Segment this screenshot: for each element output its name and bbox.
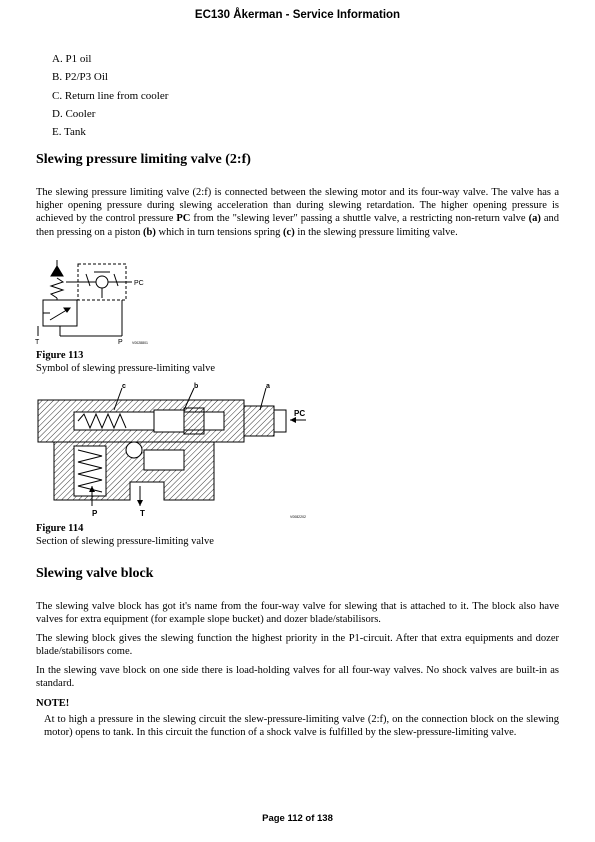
figure-114-text: Section of slewing pressure-limiting valve <box>36 536 214 548</box>
figure-114-number: Figure 114 <box>36 523 84 534</box>
label-t: T <box>140 509 145 518</box>
list-item: E. Tank <box>52 126 86 139</box>
figure-id: V0028801 <box>132 341 148 345</box>
list-item: C. Return line from cooler <box>52 89 169 102</box>
figure-113-symbol-diagram <box>34 260 164 346</box>
section2-paragraph-3: In the slewing vave block on one side there is load-holding valves for all four-way valves. No shock valves are built-in as standard. <box>36 665 559 690</box>
label-b: b <box>194 383 199 390</box>
list-item: B. P2/P3 Oil <box>52 71 108 84</box>
page-number: Page 112 of 138 <box>262 813 333 824</box>
figure-113-text: Symbol of slewing pressure-limiting valve <box>36 363 216 375</box>
label-c: c <box>122 383 126 390</box>
label-t: T <box>35 339 40 346</box>
figure-114-section-drawing <box>34 380 314 520</box>
label-pc: PC <box>134 280 144 287</box>
note-label: NOTE! <box>36 698 70 709</box>
list-item: A. P1 oil <box>52 53 92 65</box>
figure-113-number: Figure 113 <box>36 350 84 361</box>
figure-113-caption <box>36 349 215 375</box>
component-list <box>52 50 168 141</box>
page-header-title: EC130 Åkerman - Service Information <box>194 9 401 21</box>
section2-paragraph-1: The slewing valve block has got it's name from the four-way valve for slewing that is attached to it. The block also have valves for extra equipment (for example slope bucket) and dozer blade/stabilisors. <box>36 601 559 626</box>
figure-114-caption <box>36 522 214 548</box>
label-a: a <box>266 383 270 390</box>
section2-paragraph-2: The slewing block gives the slewing function the highest priority in the P1-circuit. After that extra equipments and dozer blade/stabilisors come. <box>36 633 559 658</box>
figure-id: V0082202 <box>290 515 306 519</box>
section-heading-slewing-pressure-limiting-valve: Slewing pressure limiting valve (2:f) <box>36 152 251 167</box>
list-item: D. Cooler <box>52 107 96 120</box>
label-p: P <box>118 339 123 346</box>
section-heading-slewing-valve-block: Slewing valve block <box>36 566 154 581</box>
label-pc: PC <box>294 409 306 418</box>
label-p: P <box>92 509 98 518</box>
section1-paragraph: The slewing pressure limiting valve (2:f) is connected between the slewing motor and its four-way valve. The valve has a higher opening pressure during slewing acceleration than during slewing retardation. The higher opening pressure is achieved by the control pressure PC from the "slewing lever" passing a shuttle valve, a restricting non-return valve (a) and then pressing on a piston (b) which in turn tensions spring (c) in the slewing pressure limiting valve. <box>36 187 560 238</box>
note-text: At to high a pressure in the slewing circuit the slew-pressure-limiting valve (2:f), on the connection block on the slewing motor) opens to tank. In this circuit the function of a shock valve is fulfilled by the slew-pressure-limiting valve. <box>44 714 559 739</box>
